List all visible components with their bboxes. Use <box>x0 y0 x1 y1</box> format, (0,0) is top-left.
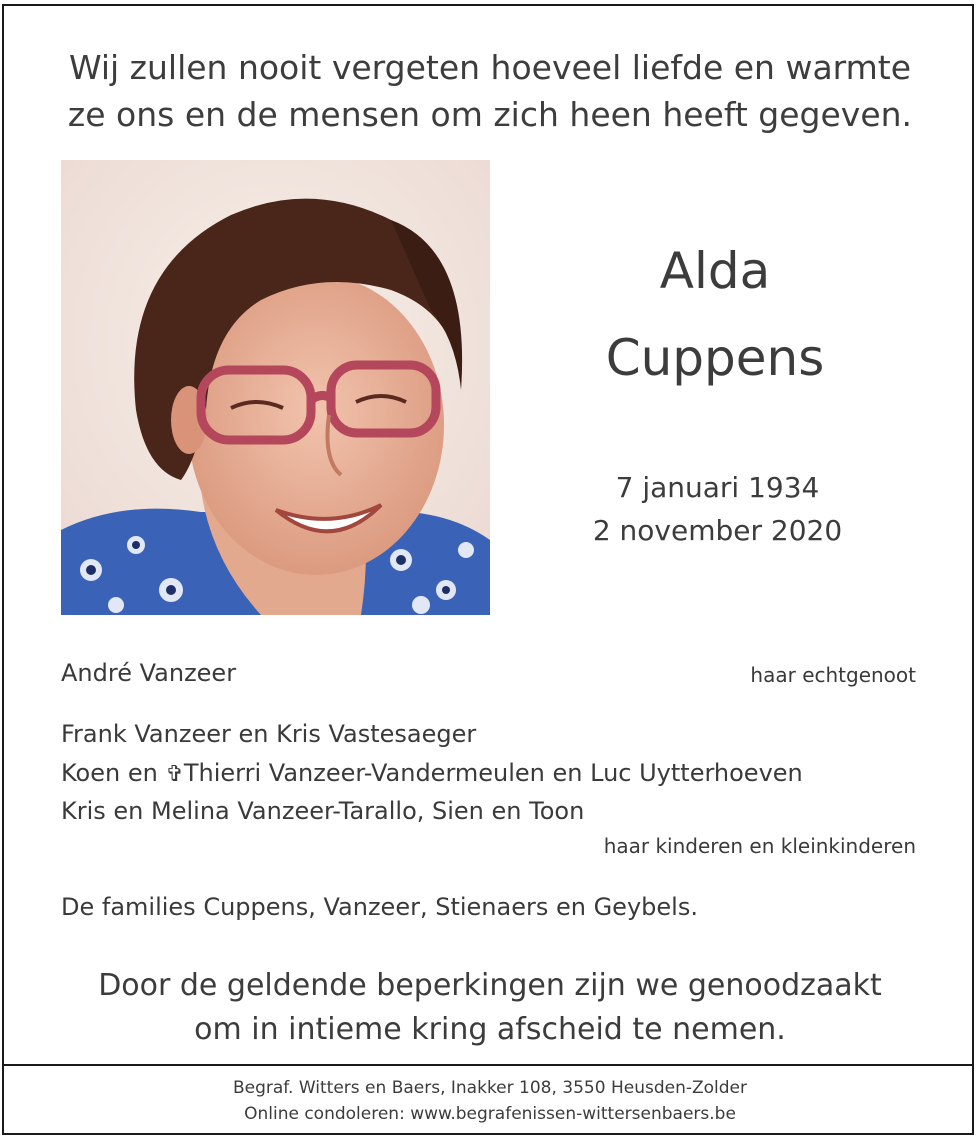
children-role: haar kinderen en kleinkinderen <box>603 834 916 858</box>
cross-icon: ✞ <box>165 762 184 787</box>
funeral-home-address: Begraf. Witters en Baers, Inakker 108, 3550 Heusden-Zolder <box>232 1078 747 1098</box>
notice-line-1: Door de geldende beperkingen zijn we genoodzaakt <box>98 968 882 1003</box>
children-line-3: Kris en Melina Vanzeer-Tarallo, Sien en Toon <box>61 797 585 825</box>
children-line-2 <box>61 758 803 790</box>
notice-line-2: om in intieme kring afscheid te nemen. <box>194 1012 786 1047</box>
footer-divider <box>2 1064 974 1066</box>
last-name: Cuppens <box>605 329 825 387</box>
birth-date: 7 januari 1934 <box>615 471 820 504</box>
children-line-1: Frank Vanzeer en Kris Vastesaeger <box>61 720 477 748</box>
first-name: Alda <box>659 242 771 300</box>
restrictions-notice <box>0 964 980 1052</box>
quote-line-2: ze ons en de mensen om zich heen heeft gegeven. <box>67 95 913 134</box>
deceased-name <box>520 228 910 402</box>
death-date: 2 november 2020 <box>592 514 843 547</box>
funeral-home-footer <box>0 1075 980 1127</box>
condolence-website: Online condoleren: www.begrafenissen-wittersenbaers.be <box>244 1104 736 1124</box>
life-dates <box>520 466 915 552</box>
memorial-quote <box>0 44 980 138</box>
children-line-2-start: Koen en <box>61 759 166 787</box>
portrait-photo <box>61 160 490 615</box>
spouse-role: haar echtgenoot <box>750 663 916 687</box>
quote-line-1: Wij zullen nooit vergeten hoeveel liefde en warmte <box>68 48 912 87</box>
spouse-name: André Vanzeer <box>61 659 237 687</box>
children-line-2-end: Thierri Vanzeer-Vandermeulen en Luc Uytterhoeven <box>183 759 803 787</box>
families-line: De families Cuppens, Vanzeer, Stienaers en Geybels. <box>61 893 698 921</box>
